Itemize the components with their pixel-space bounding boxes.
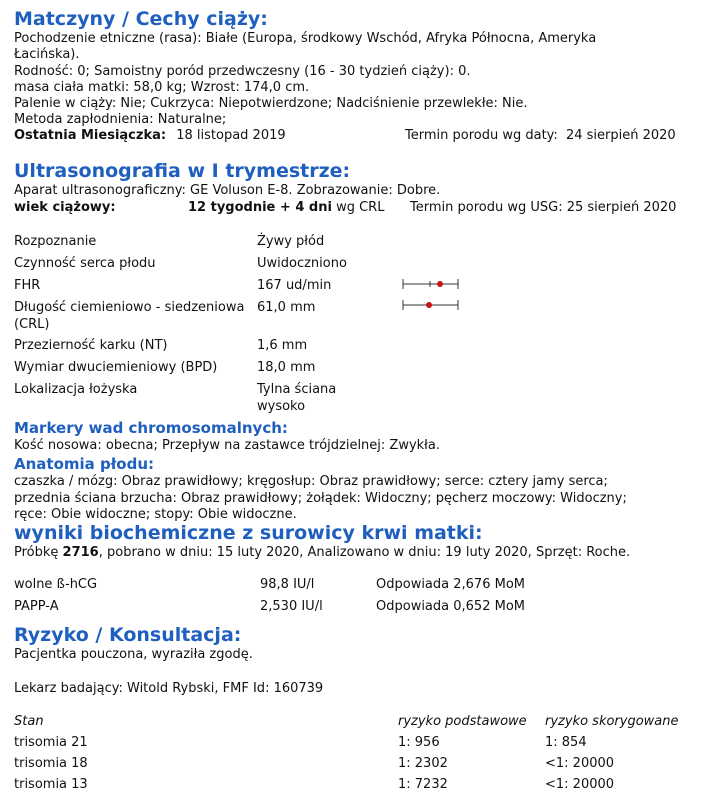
us-row-value: 167 ud/min [257, 278, 332, 293]
us-row-label: Rozpoznanie [14, 234, 97, 249]
biochem-mom: Odpowiada 2,676 MoM [376, 577, 525, 592]
crl-value-dot [426, 302, 432, 308]
lmp-label: Ostatnia Miesiączka: [14, 128, 167, 143]
parity-line: Rodność: 0; Samoistny poród przedwczesny (16 - 30 tydzień ciąży): 0. [14, 64, 471, 79]
us-row-label-continued: (CRL) [14, 317, 50, 332]
risk-row-base: 1: 7232 [398, 777, 448, 792]
anatomy-line-2: przednia ściana brzucha: Obraz prawidłowy; żołądek: Widoczny; pęcherz moczowy: Widoczny; [14, 491, 627, 506]
sample-prefix: Próbkę [14, 545, 59, 560]
us-row-value: Żywy płód [257, 234, 325, 249]
usg-due-date: Termin porodu wg USG: 25 sierpień 2020 [410, 200, 677, 215]
risk-row-base: 1: 956 [398, 735, 440, 750]
us-row-label: Wymiar dwuciemieniowy (BPD) [14, 360, 218, 375]
us-row-value: 61,0 mm [257, 300, 316, 315]
us-row-label: Przezierność karku (NT) [14, 338, 168, 353]
fhr-value-dot [437, 281, 443, 287]
gestational-age-value: 12 tygodnie + 4 dni [188, 200, 332, 215]
device-line: Aparat ultrasonograficzny: GE Voluson E-8. Zobrazowanie: Dobre. [14, 183, 441, 198]
conception-line: Metoda zapłodnienia: Naturalne; [14, 112, 227, 127]
gestational-age-label: wiek ciążowy: [14, 200, 116, 215]
risk-row-adjusted: <1: 20000 [545, 756, 615, 771]
us-row-value-continued: wysoko [257, 399, 306, 414]
anatomy-section-title: Anatomia płodu: [14, 455, 155, 473]
consent-note: Pacjentka pouczona, wyraziła zgodę. [14, 647, 253, 662]
due-date-value: 24 sierpień 2020 [565, 128, 676, 143]
fhr-range-marker [400, 276, 462, 292]
ethnicity-line-2: Łacińska). [14, 47, 80, 62]
risk-row-adjusted: <1: 20000 [545, 777, 615, 792]
sample-details: , pobrano w dniu: 15 luty 2020, Analizowano w dniu: 19 luty 2020, Sprzęt: Roche. [98, 545, 631, 560]
us-row-value: 18,0 mm [257, 360, 316, 375]
sample-id: 2716 [62, 545, 99, 560]
sample-line [14, 544, 630, 561]
us-row-label: FHR [14, 278, 41, 293]
ultrasound-section-title: Ultrasonografia w I trymestrze: [14, 160, 351, 182]
us-row-label: Długość ciemieniowo - siedzeniowa [14, 300, 245, 315]
risk-section-title: Ryzyko / Konsultacja: [14, 624, 242, 646]
biochem-value: 98,8 IU/l [260, 577, 315, 592]
markers-section-title: Markery wad chromosomalnych: [14, 419, 288, 437]
biochem-value: 2,530 IU/l [260, 599, 323, 614]
risk-row-name: trisomia 18 [14, 756, 88, 771]
body-measures-line: masa ciała matki: 58,0 kg; Wzrost: 174,0 cm. [14, 80, 310, 95]
conditions-line: Palenie w ciąży: Nie; Cukrzyca: Niepotwierdzone; Nadciśnienie przewlekłe: Nie. [14, 96, 528, 111]
due-date-row [405, 127, 676, 144]
biochem-label: PAPP-A [14, 599, 59, 614]
anatomy-line-3: ręce: Obie widoczne; stopy: Obie widoczne. [14, 507, 297, 522]
markers-text: Kość nosowa: obecna; Przepływ na zastawce trójdzielnej: Zwykła. [14, 438, 440, 453]
gestational-age-suffix: wg CRL [336, 200, 385, 215]
biochem-section-title: wyniki biochemiczne z surowicy krwi matki: [14, 522, 483, 544]
gestational-age-row [188, 199, 384, 216]
examining-doctor: Lekarz badający: Witold Rybski, FMF Id: 160739 [14, 681, 324, 696]
risk-row-name: trisomia 13 [14, 777, 88, 792]
crl-range-marker [400, 297, 462, 313]
lmp-value: 18 listopad 2019 [176, 128, 286, 143]
lmp-row [14, 127, 286, 144]
risk-row-base: 1: 2302 [398, 756, 448, 771]
risk-col-base: ryzyko podstawowe [398, 714, 527, 729]
maternal-section-title: Matczyny / Cechy ciąży: [14, 8, 268, 30]
ethnicity-line-1: Pochodzenie etniczne (rasa): Białe (Europa, środkowy Wschód, Afryka Północna, Ameryka [14, 31, 597, 46]
anatomy-line-1: czaszka / mózg: Obraz prawidłowy; kręgosłup: Obraz prawidłowy; serce: cztery jamy serca; [14, 474, 608, 489]
us-row-value: 1,6 mm [257, 338, 308, 353]
us-row-label: Lokalizacja łożyska [14, 382, 138, 397]
risk-row-name: trisomia 21 [14, 735, 88, 750]
biochem-label: wolne ß-hCG [14, 577, 98, 592]
risk-col-adjusted: ryzyko skorygowane [545, 714, 679, 729]
us-row-value: Uwidoczniono [257, 256, 347, 271]
due-date-label: Termin porodu wg daty: [405, 128, 558, 143]
us-row-label: Czynność serca płodu [14, 256, 156, 271]
us-row-value: Tylna ściana [257, 382, 337, 397]
biochem-mom: Odpowiada 0,652 MoM [376, 599, 525, 614]
risk-col-state: Stan [14, 714, 44, 729]
risk-row-adjusted: 1: 854 [545, 735, 587, 750]
